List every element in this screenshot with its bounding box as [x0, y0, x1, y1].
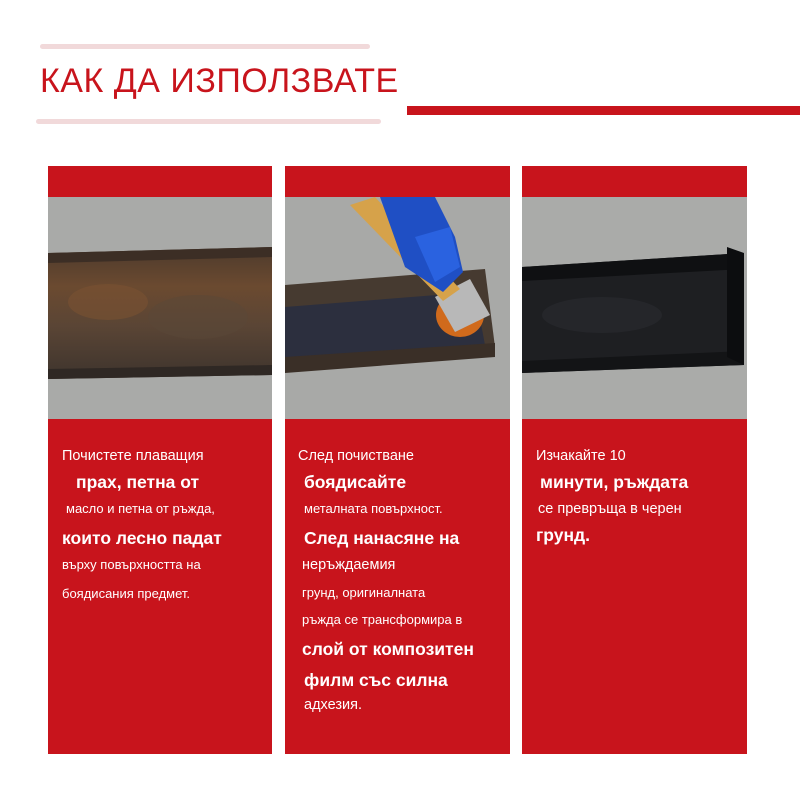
step-1-line: Почистете плаващия — [62, 448, 204, 464]
step-3-line: се превръща в черен — [538, 501, 682, 517]
step-2-line: слой от композитен — [302, 639, 474, 659]
step-2-description — [285, 448, 510, 713]
step-2-line: След нанасяне на — [304, 528, 460, 548]
step-card-2 — [285, 166, 510, 754]
step-1-line: върху повърхността на — [62, 557, 201, 572]
painting-steel-channel-with-brush-photo — [285, 197, 510, 419]
step-1-line: масло и петна от ръжда, — [66, 501, 215, 516]
decorative-faint-stroke-top — [40, 44, 370, 49]
step-1-line: прах, петна от — [76, 472, 200, 492]
step-card-3 — [522, 166, 747, 754]
step-3-line: минути, ръждата — [540, 472, 689, 492]
step-3-line: грунд. — [536, 525, 591, 545]
step-2-line: адхезия. — [304, 697, 362, 713]
step-1-line: които лесно падат — [62, 528, 222, 548]
step-2-line: металната повърхност. — [304, 501, 443, 516]
step-card-1 — [48, 166, 272, 754]
step-2-line: неръждаемия — [302, 557, 396, 573]
page-title: КАК ДА ИЗПОЛЗВАТЕ — [40, 62, 399, 100]
step-2-line: ръжда се трансформира в — [302, 612, 463, 627]
step-1-line: боядисания предмет. — [62, 586, 191, 601]
step-2-line: боядисайте — [304, 472, 407, 492]
step-2-line: грунд, оригиналната — [302, 585, 426, 600]
step-2-line: филм със силна — [304, 670, 448, 690]
step-3-description — [522, 448, 747, 546]
black-primed-steel-channel-photo — [522, 197, 747, 419]
step-3-line: Изчакайте 10 — [536, 448, 626, 464]
rusty-steel-channel-photo — [48, 197, 272, 419]
step-1-description — [48, 448, 272, 601]
decorative-faint-stroke-bottom — [36, 119, 381, 124]
step-2-line: След почистване — [298, 448, 414, 464]
title-underline-bar — [407, 106, 800, 115]
